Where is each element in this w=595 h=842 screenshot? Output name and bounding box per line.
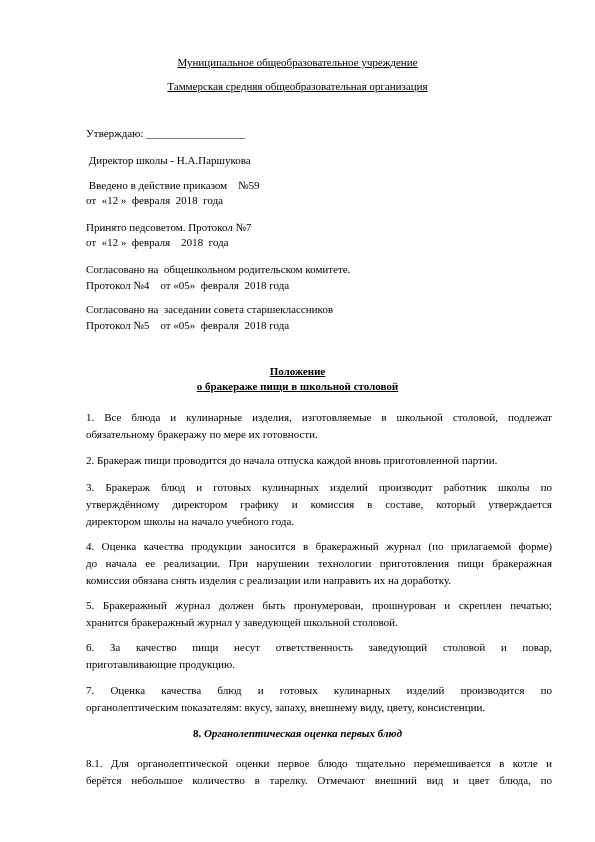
seniors-line1: Согласовано на заседании совета старшеклассников [86, 304, 334, 316]
parents-line2: Протокол №4 от «05» февраля 2018 года [86, 280, 290, 292]
paragraph-3 [86, 480, 552, 531]
paragraph-8-1 [86, 756, 552, 790]
order-line1: Введено в действие приказом №59 [86, 180, 260, 192]
paragraph-line: органолептическим показателям: вкусу, запаху, внешнему виду, цвету, консистенции. [86, 702, 486, 714]
paragraph-line: 7. Оценка качества блюд и готовых кулинарных изделий производится по [86, 685, 552, 697]
section-8-title: Органолептическая оценка первых блюд [203, 728, 403, 740]
council-line2: от «12 » февраля 2018 года [86, 237, 229, 249]
council-line1: Принято педсоветом. Протокол №7 [86, 222, 252, 234]
paragraph-line: до начала ее реализации. При нарушении технологии приготовления пищи бракеражная [86, 558, 552, 570]
paragraph-1 [86, 410, 552, 444]
paragraph-line: директором школы на начало учебного года. [86, 516, 295, 528]
doc-title-line1: Положение [269, 366, 326, 378]
parents-line1: Согласовано на общешкольном родительском комитете. [86, 264, 351, 276]
seniors-line2: Протокол №5 от «05» февраля 2018 года [86, 320, 290, 332]
doc-title-line2: о бракераже пищи в школьной столовой [196, 381, 399, 393]
paragraph-line: приготавливающие продукцию. [86, 659, 236, 671]
paragraph-line: хранится бракеражный журнал у заведующей школьной столовой. [86, 617, 398, 629]
paragraph-line: 4. Оценка качества продукции заносится в бракеражный журнал (по прилагаемой форме) [86, 541, 552, 553]
paragraph-4 [86, 539, 552, 590]
paragraph-line: 3. Бракераж блюд и готовых кулинарных изделий производит работник школы по [86, 482, 552, 494]
paragraph-line: 8.1. Для органолептической оценки первое блюдо тщательно перемешивается в котле и [86, 758, 552, 770]
paragraph-line: 6. За качество пищи несут ответственность заведующий столовой и повар, [86, 642, 552, 654]
paragraph-5 [86, 598, 552, 632]
approve-line: Утверждаю: __________________ [86, 128, 246, 140]
section-8-number: 8. [192, 728, 204, 740]
paragraph-7 [86, 683, 552, 717]
director-line: Директор школы - Н.А.Паршукова [86, 155, 251, 167]
paragraph-2 [86, 453, 552, 470]
paragraph-line: комиссия обязана снять изделия с реализации или направить их на доработку. [86, 575, 452, 587]
org-name-line1: Муниципальное общеобразовательное учреждение [177, 57, 418, 69]
paragraph-line: 5. Бракеражный журнал должен быть пронумерован, прошнурован и скреплен печатью; [86, 600, 552, 612]
paragraph-line: 1. Все блюда и кулинарные изделия, изготовляемые в школьной столовой, подлежат [86, 412, 552, 424]
order-line2: от «12 » февраля 2018 года [86, 195, 224, 207]
section-8-heading [0, 728, 595, 741]
paragraph-line: берётся небольшое количество в тарелку. Отмечают внешний вид и цвет блюда, по [86, 775, 552, 787]
org-name-line2: Таммерская средняя общеобразовательная организация [167, 81, 428, 93]
paragraph-line: 2. Бракераж пищи проводится до начала отпуска каждой вновь приготовленной партии. [86, 455, 498, 467]
paragraph-line: утверждённому директором графику и комиссия в составе, который утверждается [86, 499, 552, 511]
paragraph-line: обязательному бракеражу по мере их готовности. [86, 429, 318, 441]
paragraph-6 [86, 640, 552, 674]
